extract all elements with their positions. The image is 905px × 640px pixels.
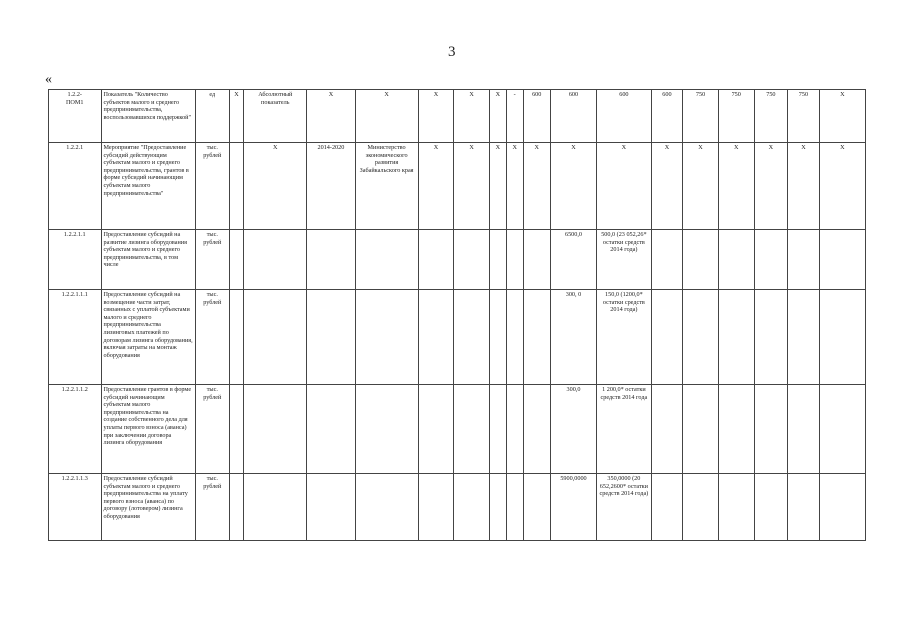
table-cell: Х <box>229 90 244 143</box>
table-cell: 500,0 (23 052,26* остатки средств 2014 года) <box>597 230 652 290</box>
table-cell <box>489 474 506 541</box>
table-row <box>49 385 866 474</box>
table-cell: 5900,0000 <box>550 474 596 541</box>
table-cell <box>523 290 550 385</box>
table-cell: 1.2.2.1.1.2 <box>49 385 102 474</box>
table-cell: Мероприятие "Предоставление субсидий действующим субъектам малого и среднего предпринимательства, грантов в форме субсидий начинающим субъектам малого предпринимательства" <box>101 143 196 230</box>
table-cell <box>506 474 523 541</box>
table-cell: 300,0 <box>550 385 596 474</box>
table-cell <box>454 474 490 541</box>
table-cell: Показатель "Количество субъектов малого и среднего предпринимательства, воспользовавшихся поддержкой" <box>101 90 196 143</box>
table-cell: 750 <box>683 90 719 143</box>
table-cell <box>718 474 754 541</box>
table-row <box>49 474 866 541</box>
table-cell: Х <box>489 90 506 143</box>
table-cell: 1.2.2.1 <box>49 143 102 230</box>
table-cell <box>307 290 355 385</box>
table-cell <box>229 474 244 541</box>
table-cell <box>788 474 820 541</box>
table-cell <box>718 290 754 385</box>
table-cell <box>506 230 523 290</box>
table-cell: Х <box>355 90 418 143</box>
table-cell: 750 <box>788 90 820 143</box>
table-cell <box>819 230 865 290</box>
table-cell: тыс. рублей <box>196 290 230 385</box>
table-cell <box>418 474 454 541</box>
table-cell: Х <box>819 143 865 230</box>
table-row <box>49 290 866 385</box>
table-cell: 6500,0 <box>550 230 596 290</box>
table-cell <box>754 385 788 474</box>
table-cell: ед <box>196 90 230 143</box>
table-cell <box>355 474 418 541</box>
table-cell: 1.2.2.1.1.3 <box>49 474 102 541</box>
table-cell <box>788 230 820 290</box>
table-cell: Х <box>454 143 490 230</box>
table-cell <box>651 385 683 474</box>
table-cell: 750 <box>754 90 788 143</box>
table-cell <box>754 474 788 541</box>
table-cell: 1.2.2- ПОМ1 <box>49 90 102 143</box>
table-cell: 1 200,0* остатки средств 2014 года <box>597 385 652 474</box>
table-cell <box>718 230 754 290</box>
table-cell <box>506 385 523 474</box>
table-cell: Х <box>523 143 550 230</box>
program-indicators-table <box>48 89 866 541</box>
table-cell: Х <box>788 143 820 230</box>
table-cell: тыс. рублей <box>196 385 230 474</box>
table-cell: тыс. рублей <box>196 474 230 541</box>
table-cell: Х <box>307 90 355 143</box>
table-cell <box>754 290 788 385</box>
table-cell <box>489 290 506 385</box>
table-cell: Предоставление грантов в форме субсидий начинающим субъектам малого предпринимательства на создание собственного дела для уплаты первого взноса (аванса) при заключении договора лизинга оборудования <box>101 385 196 474</box>
table-cell <box>683 474 719 541</box>
table-cell: 600 <box>550 90 596 143</box>
table-row <box>49 143 866 230</box>
table-cell: Х <box>597 143 652 230</box>
table-cell <box>523 474 550 541</box>
table-cell <box>244 474 307 541</box>
table-cell <box>454 290 490 385</box>
table-cell <box>418 385 454 474</box>
table-cell: Предоставление субсидий на развитие лизинга оборудования субъектам малого и среднего предпринимательства, в том числе <box>101 230 196 290</box>
table-cell: Х <box>489 143 506 230</box>
table-cell: - <box>506 90 523 143</box>
page-number: 3 <box>448 44 456 60</box>
table-cell <box>355 230 418 290</box>
table-cell: Предоставление субсидий на возмещение части затрат, связанных с уплатой субъектами малого и среднего предпринимательства лизинговых платежей по договорам лизинга оборудования, включая затраты на монтаж оборудования <box>101 290 196 385</box>
table-cell: Х <box>718 143 754 230</box>
table-cell: 150,0 (1200,0* остатки средств 2014 года) <box>597 290 652 385</box>
table-cell: Х <box>550 143 596 230</box>
table-cell: 750 <box>718 90 754 143</box>
table-cell: Х <box>418 143 454 230</box>
table-cell <box>307 385 355 474</box>
table-cell <box>244 290 307 385</box>
table-cell <box>506 290 523 385</box>
table-cell: тыс. рублей <box>196 230 230 290</box>
table-cell <box>651 474 683 541</box>
table-cell <box>355 290 418 385</box>
table-cell: 1.2.2.1.1.1 <box>49 290 102 385</box>
table-cell <box>489 385 506 474</box>
table-cell <box>454 230 490 290</box>
table-cell: тыс. рублей <box>196 143 230 230</box>
table-cell: Х <box>683 143 719 230</box>
table-cell <box>523 230 550 290</box>
table-cell: Х <box>244 143 307 230</box>
table-cell <box>819 474 865 541</box>
table-cell <box>244 230 307 290</box>
table-cell <box>355 385 418 474</box>
table-cell: 2014-2020 <box>307 143 355 230</box>
table-cell: Х <box>651 143 683 230</box>
table-cell <box>819 290 865 385</box>
table-cell: Абсолютный показатель <box>244 90 307 143</box>
table-cell: 300, 0 <box>550 290 596 385</box>
table-cell <box>683 290 719 385</box>
table-cell: Х <box>506 143 523 230</box>
table-cell <box>307 230 355 290</box>
table-cell <box>244 385 307 474</box>
table-cell <box>229 143 244 230</box>
table-row <box>49 90 866 143</box>
table-cell: 600 <box>651 90 683 143</box>
table-cell: Предоставление субсидий субъектам малого и среднего предпринимательства на уплату первого взноса (аванса) по договору (лотовером) лизинга оборудования <box>101 474 196 541</box>
table-cell: Х <box>754 143 788 230</box>
table-cell <box>651 230 683 290</box>
table-cell <box>489 230 506 290</box>
table-cell <box>229 230 244 290</box>
table-cell <box>418 290 454 385</box>
table-cell <box>754 230 788 290</box>
table-cell: Министерство экономического развития Забайкальского края <box>355 143 418 230</box>
table-cell <box>819 385 865 474</box>
table-cell <box>683 385 719 474</box>
table-cell <box>683 230 719 290</box>
table-cell <box>229 385 244 474</box>
table-cell <box>651 290 683 385</box>
table-cell: Х <box>819 90 865 143</box>
table-cell <box>454 385 490 474</box>
table-cell <box>523 385 550 474</box>
table-cell: 1.2.2.1.1 <box>49 230 102 290</box>
opening-quote-mark: « <box>45 72 52 87</box>
table-cell <box>788 290 820 385</box>
table-cell <box>788 385 820 474</box>
table-cell: 600 <box>523 90 550 143</box>
table-cell <box>718 385 754 474</box>
table-cell: Х <box>454 90 490 143</box>
table-cell: 350,0000 (20 652,2600* остатки средств 2014 года) <box>597 474 652 541</box>
table-cell: Х <box>418 90 454 143</box>
table-cell <box>229 290 244 385</box>
table-row <box>49 230 866 290</box>
table-cell <box>307 474 355 541</box>
table-cell: 600 <box>597 90 652 143</box>
table-cell <box>418 230 454 290</box>
